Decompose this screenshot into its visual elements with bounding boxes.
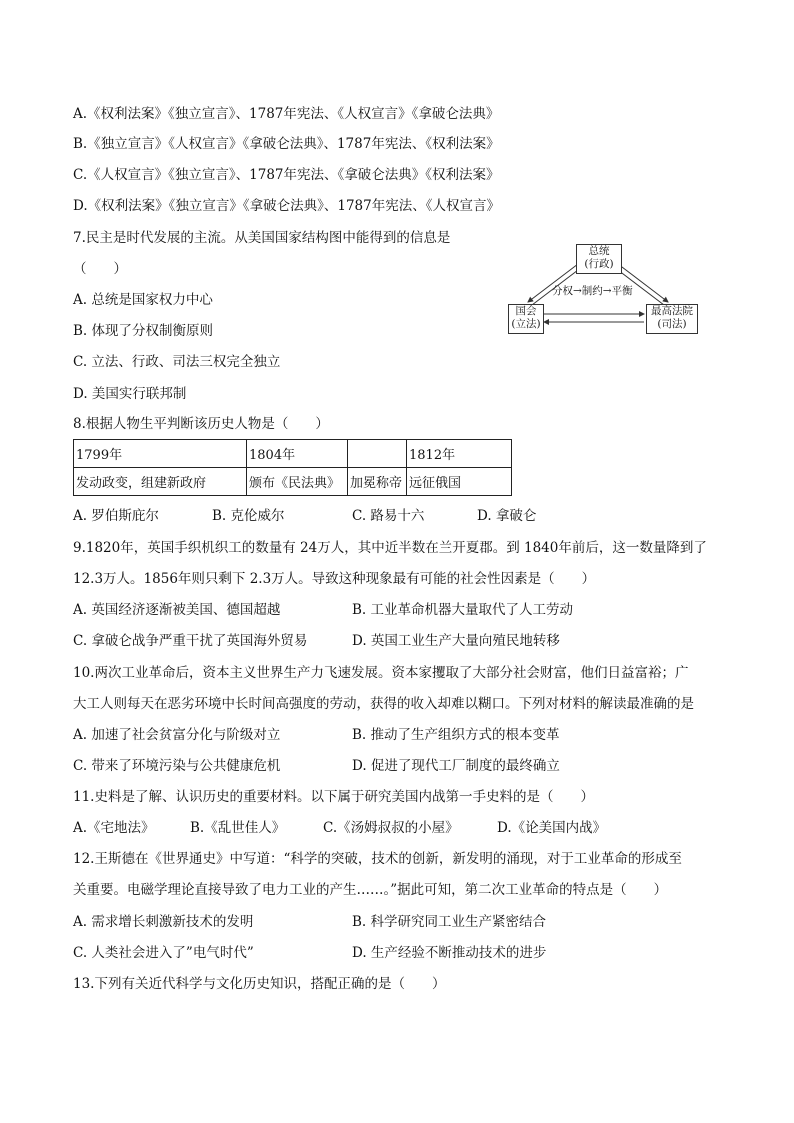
q11-option-d: D.《论美国内战》 <box>497 820 607 836</box>
q11-option-b: B.《乱世佳人》 <box>190 820 286 836</box>
box-legislative-sub: (立法) <box>511 318 541 330</box>
table-cell-event: 发动政变，组建新政府 <box>74 468 247 496</box>
table-cell-event: 远征俄国 <box>407 468 512 496</box>
q7-answer-paren: （ ） <box>73 261 127 277</box>
q9-option-c: C. 拿破仑战争严重干扰了英国海外贸易 <box>73 633 308 649</box>
q7-stem: 7.民主是时代发展的主流。从美国国家结构图中能得到的信息是 <box>73 230 451 246</box>
table-cell-year: 1799年 <box>74 440 247 468</box>
q7-option-b: B. 体现了分权制衡原则 <box>73 323 214 339</box>
table-cell-year: 1804年 <box>247 440 348 468</box>
box-judicial <box>646 304 698 334</box>
q10-stem-line1: 10.两次工业革命后，资本主义世界生产力飞速发展。资本家攫取了大部分社会财富，他们日益富裕；广 <box>73 665 689 681</box>
q10-stem-line2: 大工人则每天在恶劣环境中长时间高强度的劳动，获得的收入却难以糊口。下列对材料的解读最准确的是 <box>73 696 694 712</box>
government-structure-diagram <box>508 242 698 334</box>
q6-option-b: B.《独立宣言》《人权宣言》《拿破仑法典》、1787年宪法、《权利法案》 <box>73 136 500 152</box>
q12-stem-line2: 关重要。电磁学理论直接导致了电力工业的产生……。”据此可知，第二次工业革命的特点是（ ） <box>73 882 668 898</box>
box-legislative <box>508 304 544 334</box>
q8-stem: 8.根据人物生平判断该历史人物是（ ） <box>73 416 329 432</box>
q13-stem: 13.下列有关近代科学与文化历史知识，搭配正确的是（ ） <box>73 976 446 992</box>
q8-timeline-table <box>73 439 512 496</box>
q9-stem-line1: 9.1820年，英国手织机织工的数量有 24万人，其中近半数在兰开夏郡。到 1840年前后，这一数量降到了 <box>73 540 707 556</box>
q12-option-d: D. 生产经验不断推动技术的进步 <box>352 945 547 961</box>
q9-option-b: B. 工业革命机器大量取代了人工劳动 <box>352 602 574 618</box>
q7-option-a: A. 总统是国家权力中心 <box>73 292 213 308</box>
box-judicial-title: 最高法院 <box>651 305 693 317</box>
q11-option-a: A.《宅地法》 <box>73 820 155 836</box>
q10-option-c: C. 带来了环境污染与公共健康危机 <box>73 758 281 774</box>
q9-option-a: A. 英国经济逐渐被美国、德国超越 <box>73 602 281 618</box>
box-executive <box>576 244 622 274</box>
table-cell-event: 加冕称帝 <box>348 468 407 496</box>
q12-option-b: B. 科学研究同工业生产紧密结合 <box>352 914 547 930</box>
box-executive-title: 总统 <box>588 245 610 257</box>
table-row <box>74 468 512 496</box>
q9-option-d: D. 英国工业生产大量向殖民地转移 <box>352 633 560 649</box>
q8-option-a: A. 罗伯斯庇尔 <box>73 508 159 524</box>
q8-option-d: D. 拿破仑 <box>477 508 537 524</box>
table-row <box>74 440 512 468</box>
diagram-center-label: 分权→制约→平衡 <box>552 285 633 297</box>
q6-option-d: D.《权利法案》《独立宣言》《拿破仑法典》、1787年宪法、《人权宣言》 <box>73 198 500 214</box>
q12-option-c: C. 人类社会进入了”电气时代” <box>73 945 254 961</box>
box-executive-sub: (行政) <box>584 258 614 270</box>
q7-option-c: C. 立法、行政、司法三权完全独立 <box>73 354 281 370</box>
q8-option-b: B. 克伦威尔 <box>212 508 285 524</box>
q8-option-c: C. 路易十六 <box>352 508 425 524</box>
q11-stem: 11.史料是了解、认识历史的重要材料。以下属于研究美国内战第一手史料的是（ ） <box>73 789 594 805</box>
q12-option-a: A. 需求增长刺激新技术的发明 <box>73 914 254 930</box>
table-cell-event: 颁布《民法典》 <box>247 468 348 496</box>
box-legislative-title: 国会 <box>515 305 537 317</box>
table-cell-year: 1812年 <box>407 440 512 468</box>
table-cell-year <box>348 440 407 468</box>
box-judicial-sub: (司法) <box>657 318 687 330</box>
q11-option-c: C.《汤姆叔叔的小屋》 <box>323 820 459 836</box>
q12-stem-line1: 12.王斯德在《世界通史》中写道：“科学的突破，技术的创新，新发明的涌现，对于工业革命的形成至 <box>73 851 682 867</box>
q9-stem-line2: 12.3万人。1856年则只剩下 2.3万人。导致这种现象最有可能的社会性因素是（ ） <box>73 571 596 587</box>
q10-option-a: A. 加速了社会贫富分化与阶级对立 <box>73 727 281 743</box>
q7-option-d: D. 美国实行联邦制 <box>73 386 187 402</box>
q10-option-d: D. 促进了现代工厂制度的最终确立 <box>352 758 560 774</box>
q6-option-a: A.《权利法案》《独立宣言》、1787年宪法、《人权宣言》《拿破仑法典》 <box>73 106 500 122</box>
q10-option-b: B. 推动了生产组织方式的根本变革 <box>352 727 560 743</box>
q6-option-c: C.《人权宣言》《独立宣言》、1787年宪法、《拿破仑法典》《权利法案》 <box>73 167 500 183</box>
